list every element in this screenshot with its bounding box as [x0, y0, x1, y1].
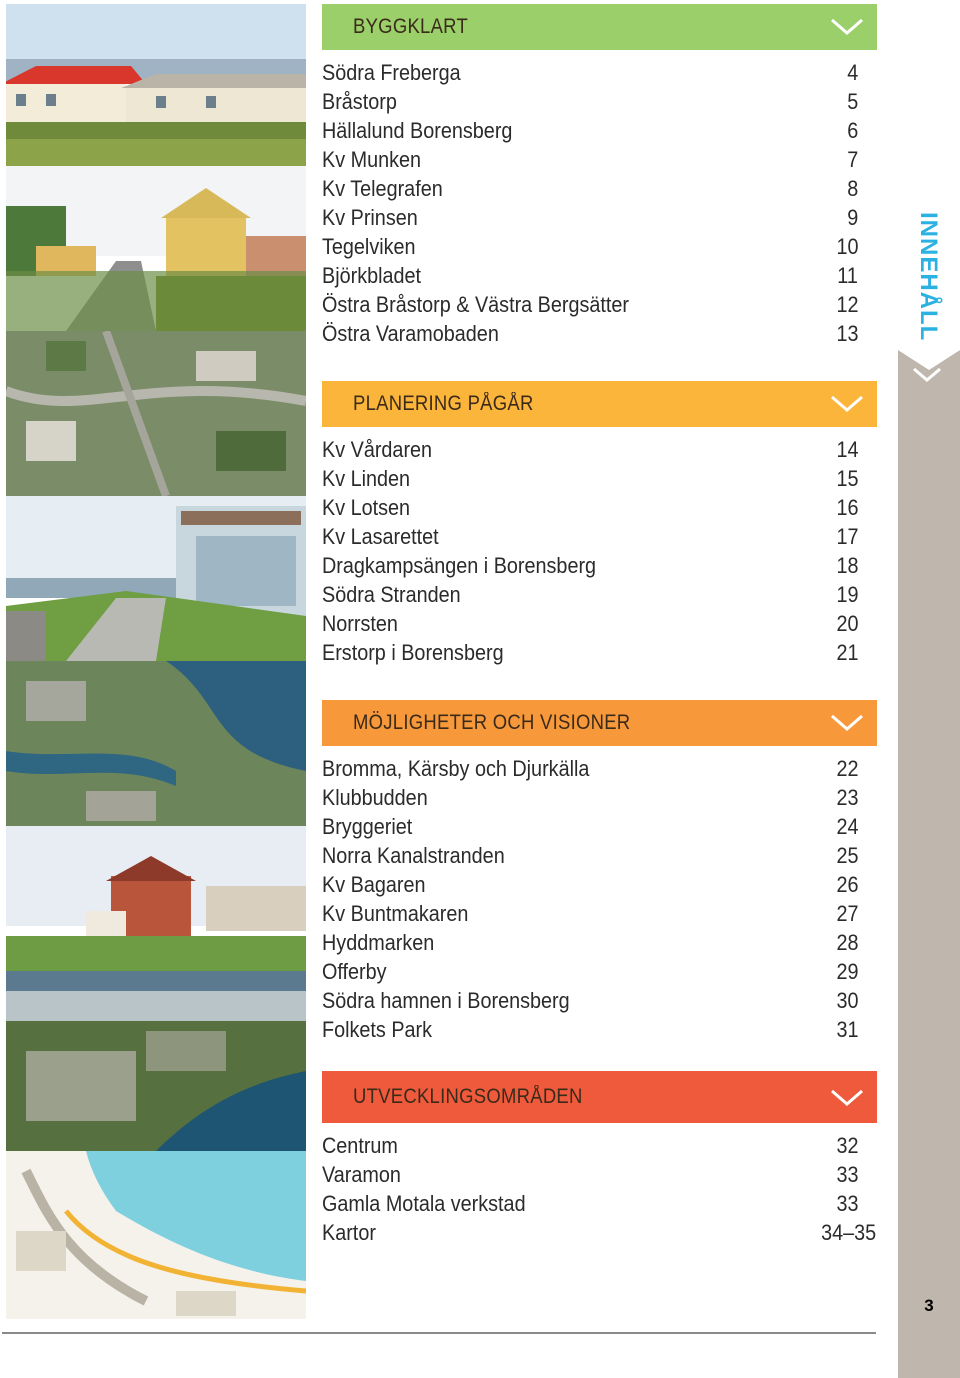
toc-item-page: 33 [835, 1190, 858, 1216]
toc-item[interactable] [322, 1131, 876, 1160]
toc-item-page: 17 [835, 523, 858, 549]
section-title: PLANERING PÅGÅR [353, 392, 534, 415]
toc-item[interactable] [322, 986, 858, 1015]
photo-aerial-shoreline [6, 991, 306, 1151]
toc-item-title: Folkets Park [322, 1016, 433, 1042]
toc-item-page: 27 [835, 900, 858, 926]
toc-list-planering [322, 435, 858, 667]
toc-item[interactable] [322, 319, 858, 348]
toc-item[interactable] [322, 957, 858, 986]
section-header-byggklart [322, 4, 877, 50]
toc-item-page: 19 [835, 581, 858, 607]
toc-item-page: 6 [846, 117, 858, 143]
toc-item-page: 7 [846, 146, 858, 172]
toc-item-title: Bromma, Kärsby och Djurkälla [322, 755, 590, 781]
toc-item-title: Kv Telegrafen [322, 175, 443, 201]
toc-item-page: 20 [835, 610, 858, 636]
toc-item-title: Dragkampsängen i Borensberg [322, 552, 597, 578]
toc-item[interactable] [322, 899, 858, 928]
toc-item[interactable] [322, 1218, 876, 1247]
toc-item[interactable] [322, 580, 858, 609]
toc-item[interactable] [322, 493, 858, 522]
footer-rule [2, 1332, 876, 1334]
chevron-down-icon [831, 18, 863, 36]
toc-item-page: 15 [835, 465, 858, 491]
section-title: MÖJLIGHETER OCH VISIONER [353, 711, 631, 734]
toc-item-title: Kv Lasarettet [322, 523, 439, 549]
toc-item-title: Gamla Motala verkstad [322, 1190, 526, 1216]
toc-item-title: Östra Varamobaden [322, 320, 499, 346]
photo-waterfront-building [6, 496, 306, 661]
photo-brewery-rendering [6, 826, 306, 991]
toc-item-page: 10 [835, 233, 858, 259]
toc-item[interactable] [322, 1160, 876, 1189]
chevron-down-icon [912, 366, 942, 384]
section-title: UTVECKLINGSOMRÅDEN [353, 1085, 583, 1108]
toc-item-title: Kartor [322, 1219, 376, 1245]
photo-aerial-town [6, 331, 306, 496]
toc-item[interactable] [322, 464, 858, 493]
toc-item-title: Klubbudden [322, 784, 428, 810]
chevron-down-icon [831, 714, 863, 732]
toc-item[interactable] [322, 783, 858, 812]
toc-item-title: Norra Kanalstranden [322, 842, 505, 868]
toc-item-page: 18 [835, 552, 858, 578]
toc-item-page: 23 [835, 784, 858, 810]
page-number: 3 [924, 1296, 934, 1315]
section-header-mojligheter [322, 700, 877, 746]
section-header-utvecklingsomraden [322, 1071, 877, 1123]
toc-item-page: 30 [835, 987, 858, 1013]
toc-item-page: 14 [835, 436, 858, 462]
toc-item[interactable] [322, 116, 858, 145]
toc-item-page: 4 [846, 59, 858, 85]
toc-item[interactable] [322, 87, 858, 116]
photo-street-yellow-house [6, 166, 306, 331]
toc-item[interactable] [322, 1189, 876, 1218]
toc-item-title: Kv Vårdaren [322, 436, 433, 462]
toc-item-title: Kv Linden [322, 465, 411, 491]
toc-item[interactable] [322, 522, 858, 551]
toc-item-title: Södra Stranden [322, 581, 461, 607]
toc-item-title: Hyddmarken [322, 929, 435, 955]
toc-list-byggklart [322, 58, 858, 348]
toc-item[interactable] [322, 841, 858, 870]
photo-aerial-lake-town [6, 661, 306, 826]
toc-item-title: Kv Bagaren [322, 871, 426, 897]
toc-item-page: 9 [846, 204, 858, 230]
sidebar-title: INNEHÅLL [915, 212, 942, 342]
toc-item-page: 28 [835, 929, 858, 955]
toc-item-page: 32 [835, 1132, 858, 1158]
toc-item-title: Tegelviken [322, 233, 416, 259]
section-header-planering [322, 381, 877, 427]
toc-item-page: 13 [835, 320, 858, 346]
toc-item-page: 26 [835, 871, 858, 897]
section-title: BYGGKLART [353, 15, 469, 38]
toc-item[interactable] [322, 435, 858, 464]
toc-item-title: Södra hamnen i Borensberg [322, 987, 570, 1013]
toc-item-page: 21 [835, 639, 858, 665]
chevron-down-icon [831, 1089, 863, 1107]
toc-item-title: Hällalund Borensberg [322, 117, 513, 143]
toc-item[interactable] [322, 551, 858, 580]
toc-item[interactable] [322, 638, 858, 667]
toc-item[interactable] [322, 232, 858, 261]
toc-item[interactable] [322, 1015, 858, 1044]
toc-item-page: 25 [835, 842, 858, 868]
toc-item-page: 12 [835, 291, 858, 317]
toc-item[interactable] [322, 203, 858, 232]
toc-item[interactable] [322, 754, 858, 783]
toc-item-page: 16 [835, 494, 858, 520]
toc-item-title: Centrum [322, 1132, 398, 1158]
toc-item-title: Offerby [322, 958, 387, 984]
toc-item[interactable] [322, 58, 858, 87]
toc-item[interactable] [322, 609, 858, 638]
toc-item-title: Bryggeriet [322, 813, 413, 839]
toc-item[interactable] [322, 928, 858, 957]
toc-list-utvecklingsomraden [322, 1131, 876, 1247]
photo-houses-red-roof [6, 4, 306, 166]
toc-item[interactable] [322, 870, 858, 899]
toc-item[interactable] [322, 145, 858, 174]
toc-item-title: Kv Munken [322, 146, 422, 172]
toc-item[interactable] [322, 290, 858, 319]
toc-item-page: 29 [835, 958, 858, 984]
toc-item[interactable] [322, 261, 858, 290]
toc-item-title: Kv Prinsen [322, 204, 418, 230]
toc-list-mojligheter [322, 754, 858, 1044]
toc-item-page: 34–35 [820, 1219, 876, 1245]
toc-item-page: 31 [835, 1016, 858, 1042]
toc-item-title: Bråstorp [322, 88, 397, 114]
toc-item-title: Kv Lotsen [322, 494, 411, 520]
toc-item-page: 22 [835, 755, 858, 781]
toc-item-title: Varamon [322, 1161, 401, 1187]
toc-item-title: Norrsten [322, 610, 398, 636]
toc-item-title: Södra Freberga [322, 59, 461, 85]
toc-item-page: 24 [835, 813, 858, 839]
toc-item-page: 8 [846, 175, 858, 201]
toc-item-title: Björkbladet [322, 262, 422, 288]
chevron-down-icon [831, 395, 863, 413]
toc-item[interactable] [322, 174, 858, 203]
toc-item-page: 11 [837, 262, 858, 288]
toc-item-title: Östra Bråstorp & Västra Bergsätter [322, 291, 630, 317]
toc-item-title: Kv Buntmakaren [322, 900, 469, 926]
toc-item-page: 5 [846, 88, 858, 114]
toc-item[interactable] [322, 812, 858, 841]
toc-item-title: Erstorp i Borensberg [322, 639, 504, 665]
toc-item-page: 33 [835, 1161, 858, 1187]
photo-plan-map [6, 1151, 306, 1319]
